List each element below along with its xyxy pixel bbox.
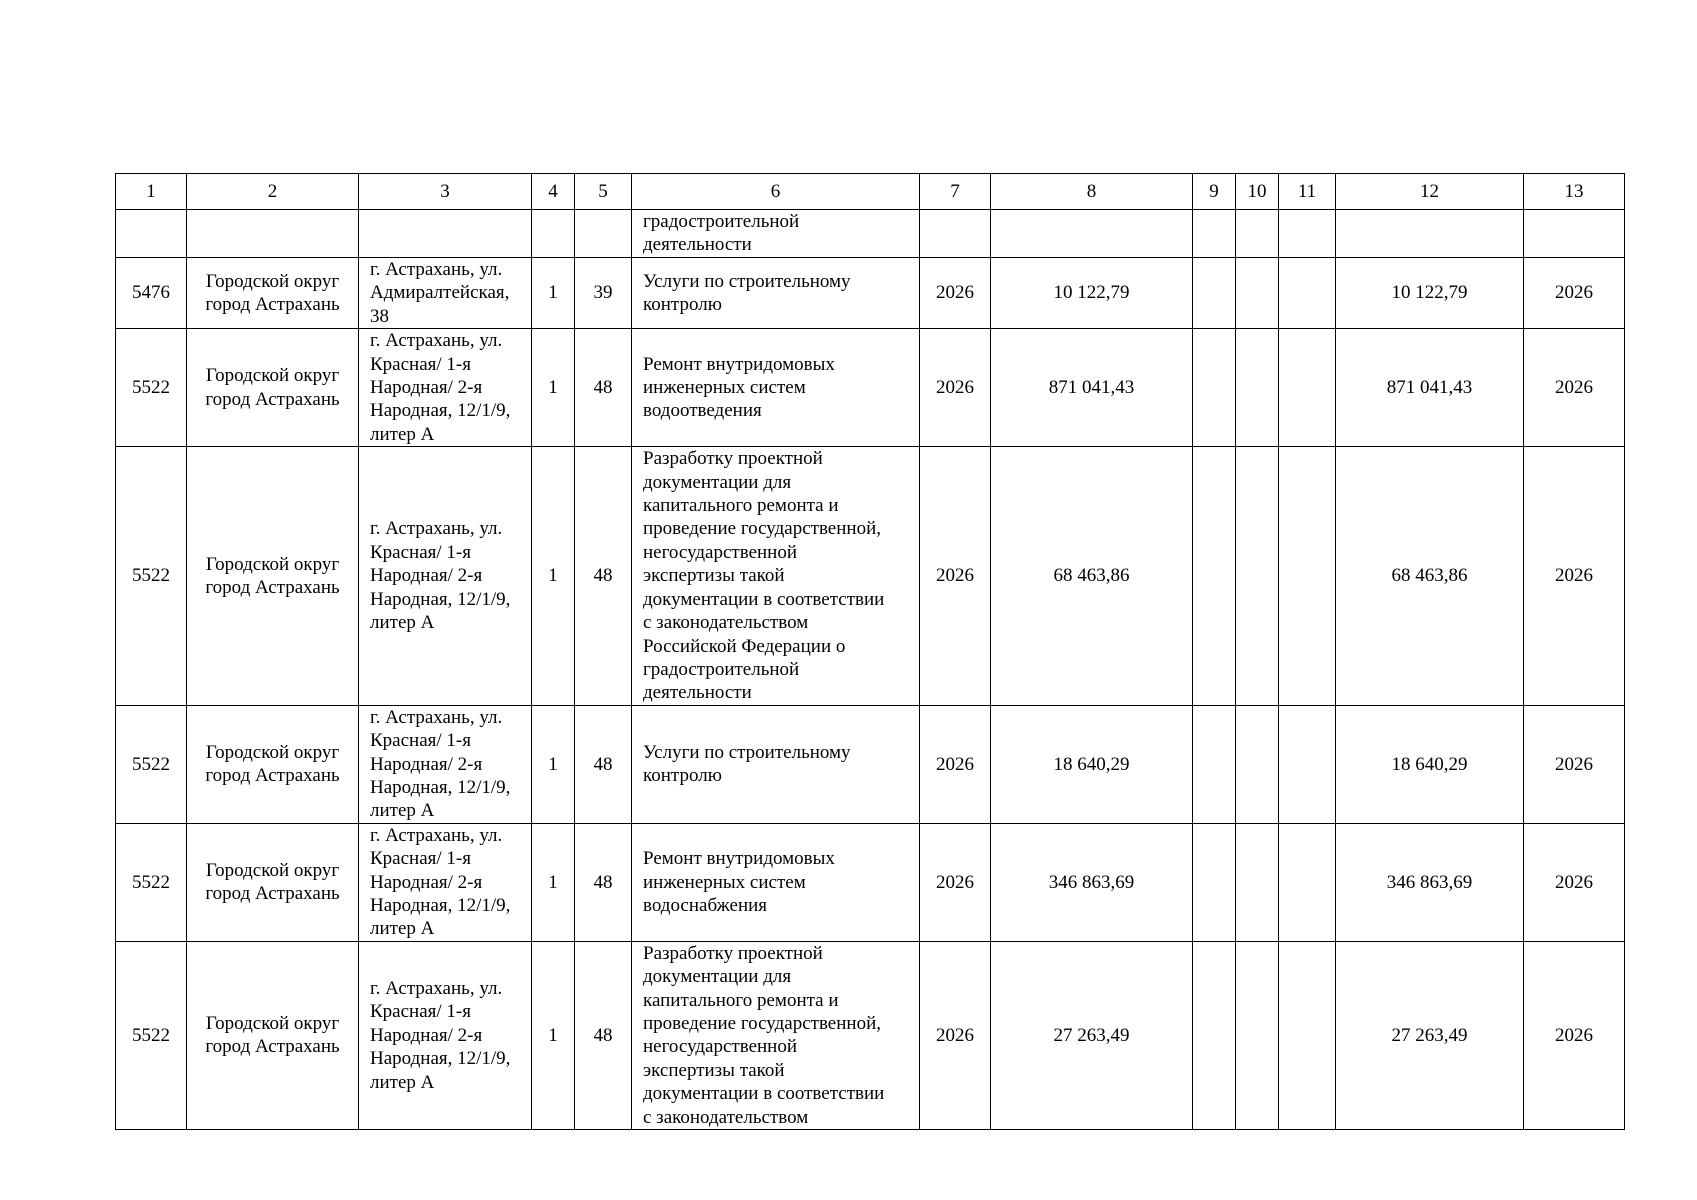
- object-id: 5522: [116, 941, 187, 1129]
- work-description: Разработку проектной документации для капитального ремонта и проведение государственной, негосударственной экспертизы такой документации в соответствии с законодательством: [643, 942, 885, 1128]
- col9-value: [1193, 329, 1236, 447]
- col4-value: 1: [532, 329, 575, 447]
- address-cell: [359, 258, 532, 329]
- object-id: 5522: [116, 329, 187, 447]
- col10-value: [1236, 447, 1279, 705]
- continuation-row: [116, 210, 1625, 258]
- cost12-value: 10 122,79: [1336, 258, 1524, 329]
- cost12-value: 18 640,29: [1336, 705, 1524, 823]
- col4-value: 1: [532, 447, 575, 705]
- address-cell: [359, 329, 532, 447]
- header-cell: 10: [1236, 174, 1279, 210]
- col11-value: [1279, 329, 1336, 447]
- cost12-value: 68 463,86: [1336, 447, 1524, 705]
- municipality: Городской округ город Астрахань: [205, 365, 340, 410]
- work-description: Разработку проектной документации для капитального ремонта и проведение государственной, негосударственной экспертизы такой документации в соответствии с законодательством Российской Федерации о градостроительной деятельности: [643, 448, 885, 704]
- cost-value: 10 122,79: [991, 258, 1193, 329]
- object-id: 5522: [116, 447, 187, 705]
- empty-cell: [116, 210, 187, 258]
- empty-cell: [1336, 210, 1524, 258]
- address: г. Астрахань, ул. Красная/ 1-я Народная/ 2-я Народная, 12/1/9, литер А: [370, 824, 511, 940]
- year13-value: 2026: [1524, 258, 1625, 329]
- municipality: Городской округ город Астрахань: [205, 859, 340, 905]
- year13-value: 2026: [1524, 823, 1625, 941]
- table-row: [116, 823, 1625, 941]
- empty-cell: [187, 210, 359, 258]
- work-description-cell: [632, 210, 920, 258]
- object-id: 5522: [116, 823, 187, 941]
- empty-cell: [1193, 210, 1236, 258]
- object-id: 5522: [116, 705, 187, 823]
- col11-value: [1279, 258, 1336, 329]
- empty-cell: [575, 210, 632, 258]
- col10-value: [1236, 258, 1279, 329]
- col5-value: 39: [575, 258, 632, 329]
- header-cell: 2: [187, 174, 359, 210]
- municipality: Городской округ город Астрахань: [205, 741, 340, 787]
- col4-value: 1: [532, 705, 575, 823]
- col4-value: 1: [532, 941, 575, 1129]
- cost-value: 346 863,69: [991, 823, 1193, 941]
- work-description-cell: [632, 329, 920, 447]
- empty-cell: [1236, 210, 1279, 258]
- col9-value: [1193, 823, 1236, 941]
- col4-value: 1: [532, 823, 575, 941]
- column-number-header-row: [116, 174, 1625, 210]
- col5-value: 48: [575, 329, 632, 447]
- col9-value: [1193, 258, 1236, 329]
- work-description-cell: [632, 258, 920, 329]
- municipality-cell: [187, 447, 359, 705]
- address: г. Астрахань, ул. Красная/ 1-я Народная/ 2-я Народная, 12/1/9, литер А: [370, 518, 511, 634]
- header-cell: 11: [1279, 174, 1336, 210]
- col9-value: [1193, 941, 1236, 1129]
- year-value: 2026: [920, 329, 991, 447]
- col4-value: 1: [532, 258, 575, 329]
- col5-value: 48: [575, 941, 632, 1129]
- address-cell: [359, 823, 532, 941]
- cost12-value: 346 863,69: [1336, 823, 1524, 941]
- year-value: 2026: [920, 447, 991, 705]
- empty-cell: [920, 210, 991, 258]
- cost12-value: 871 041,43: [1336, 329, 1524, 447]
- work-description-cell: [632, 823, 920, 941]
- col9-value: [1193, 447, 1236, 705]
- year13-value: 2026: [1524, 329, 1625, 447]
- cost-value: 18 640,29: [991, 705, 1193, 823]
- header-cell: 1: [116, 174, 187, 210]
- year13-value: 2026: [1524, 941, 1625, 1129]
- table-row: [116, 941, 1625, 1129]
- empty-cell: [1279, 210, 1336, 258]
- col10-value: [1236, 329, 1279, 447]
- municipality: Городской округ город Астрахань: [205, 270, 340, 316]
- municipality-cell: [187, 705, 359, 823]
- header-cell: 9: [1193, 174, 1236, 210]
- cost12-value: 27 263,49: [1336, 941, 1524, 1129]
- address: г. Астрахань, ул. Адмиралтейская, 38: [370, 259, 510, 327]
- empty-cell: [991, 210, 1193, 258]
- table-row: [116, 329, 1625, 447]
- header-cell: 4: [532, 174, 575, 210]
- empty-cell: [1524, 210, 1625, 258]
- work-description: градостроительной деятельности: [643, 211, 800, 256]
- municipality-cell: [187, 823, 359, 941]
- col11-value: [1279, 447, 1336, 705]
- table-row: [116, 258, 1625, 329]
- header-cell: 8: [991, 174, 1193, 210]
- municipality-cell: [187, 329, 359, 447]
- table-row: [116, 447, 1625, 705]
- works-table: [115, 173, 1625, 1130]
- address: г. Астрахань, ул. Красная/ 1-я Народная/ 2-я Народная, 12/1/9, литер А: [370, 706, 511, 822]
- empty-cell: [532, 210, 575, 258]
- table-row: [116, 705, 1625, 823]
- municipality-cell: [187, 941, 359, 1129]
- municipality: Городской округ город Астрахань: [205, 1013, 340, 1058]
- work-description: Услуги по строительному контролю: [643, 741, 851, 787]
- work-description: Ремонт внутридомовых инженерных систем водоснабжения: [643, 848, 835, 916]
- cost-value: 27 263,49: [991, 941, 1193, 1129]
- header-cell: 6: [632, 174, 920, 210]
- address: г. Астрахань, ул. Красная/ 1-я Народная/ 2-я Народная, 12/1/9, литер А: [370, 330, 511, 445]
- col11-value: [1279, 941, 1336, 1129]
- municipality-cell: [187, 258, 359, 329]
- year13-value: 2026: [1524, 705, 1625, 823]
- header-cell: 7: [920, 174, 991, 210]
- year13-value: 2026: [1524, 447, 1625, 705]
- col10-value: [1236, 823, 1279, 941]
- address-cell: [359, 941, 532, 1129]
- work-description-cell: [632, 447, 920, 705]
- header-cell: 13: [1524, 174, 1625, 210]
- address-cell: [359, 705, 532, 823]
- year-value: 2026: [920, 705, 991, 823]
- col5-value: 48: [575, 705, 632, 823]
- col11-value: [1279, 823, 1336, 941]
- empty-cell: [359, 210, 532, 258]
- work-description: Услуги по строительному контролю: [643, 270, 851, 316]
- cost-value: 871 041,43: [991, 329, 1193, 447]
- object-id: 5476: [116, 258, 187, 329]
- work-description-cell: [632, 941, 920, 1129]
- year-value: 2026: [920, 258, 991, 329]
- work-description-cell: [632, 705, 920, 823]
- header-cell: 3: [359, 174, 532, 210]
- col10-value: [1236, 941, 1279, 1129]
- header-cell: 5: [575, 174, 632, 210]
- header-cell: 12: [1336, 174, 1524, 210]
- municipality: Городской округ город Астрахань: [205, 553, 340, 598]
- cost-value: 68 463,86: [991, 447, 1193, 705]
- address: г. Астрахань, ул. Красная/ 1-я Народная/ 2-я Народная, 12/1/9, литер А: [370, 977, 511, 1093]
- year-value: 2026: [920, 941, 991, 1129]
- col11-value: [1279, 705, 1336, 823]
- col10-value: [1236, 705, 1279, 823]
- col5-value: 48: [575, 823, 632, 941]
- address-cell: [359, 447, 532, 705]
- col9-value: [1193, 705, 1236, 823]
- work-description: Ремонт внутридомовых инженерных систем водоотведения: [643, 353, 835, 422]
- year-value: 2026: [920, 823, 991, 941]
- col5-value: 48: [575, 447, 632, 705]
